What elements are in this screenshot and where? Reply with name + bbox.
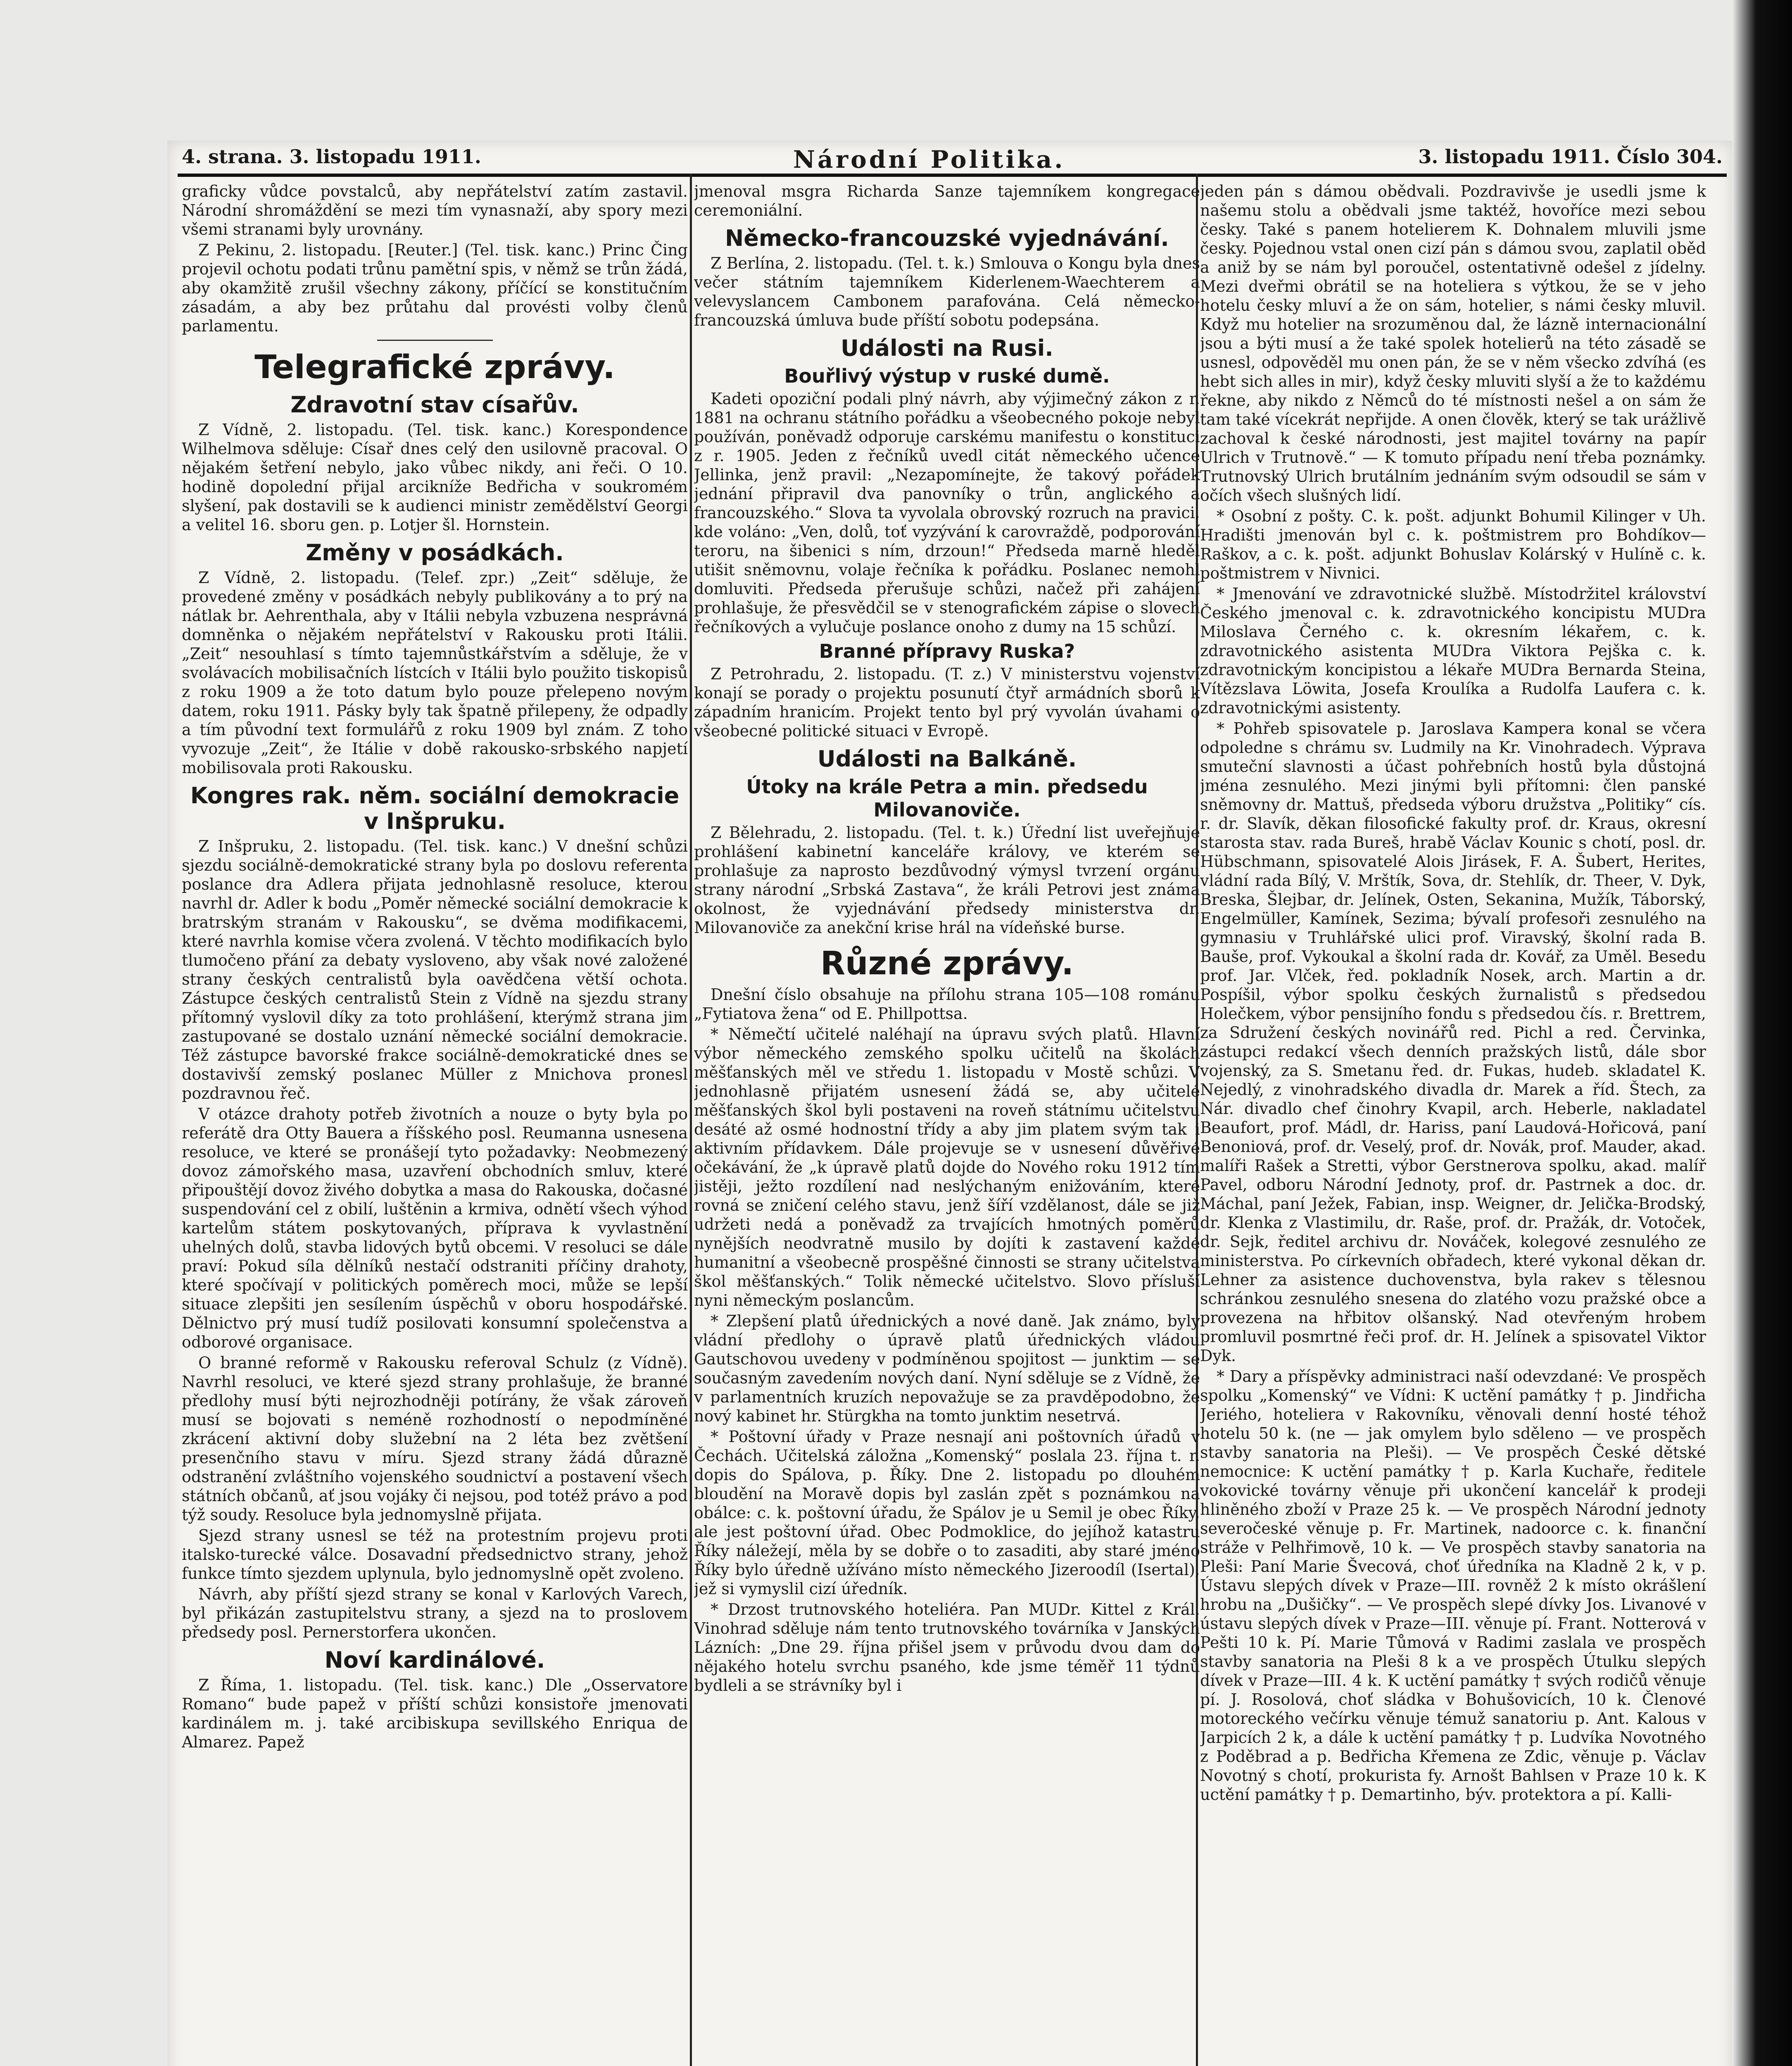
article-heading: Zdravotní stav císařův. [290, 392, 579, 418]
article-heading: Bouřlivý výstup v ruské dumě. [784, 365, 1110, 387]
article-text: * Němečtí učitelé naléhají na úpravu svých platů. Hlavní výbor německého zemského spolku učitelů na školách měšťanských měl ve středu 1. listopadu v Mostě schůzi. V jednohlasně přijatém usnesení žádá se, aby učitelé měšťanských škol byli postaveni na roveň státnímu učitelstvu desáté až osmé hodnostní třídy a aby jim platem svým tak i aktivním přídavkem. Dále projevuje se v usnesení důvěřivé očekávání, že „k úpravě platů dojde do Nového roku 1912 tím jistěji, ježto rozdílení nad neslýchaným enižováním, které rovná se zničení celého stavu, jenž šíří vzdělanost, dále se již udržeti nedá a poněvadž za trvajících hmotných poměrů nynějších neodvratně musilo by dojíti k zastavení každé humanitní a všeobecně prospěšné činnosti se strany učitelstva škol měšťanských.“ Tolik německé učitelstvo. Slovo přísluší nyni německým poslancům. [694, 1025, 1200, 1309]
article-text: Z Vídně, 2. listopadu. (Tel. tisk. kanc.) Korespondence Wilhelmova sděluje: Císař dnes celý den usilovně pracoval. O nějakém šetření nebylo, jako vůbec nikdy, ani řeči. O 10. hodině dopolední přijal arcikníže Bedřicha v soukromém slyšení, pak dostavili se k audienci ministr zemědělství Georgi a velitel 16. sboru gen. p. Lotjer šl. Hornstein. [182, 421, 688, 534]
article-text: Z Bělehradu, 2. listopadu. (Tel. t. k.) Úřední list uveřejňuje prohlášení kabinetní kanceláře královy, ve kterém se prohlašuje za naprosto bezdůvodný výmysl tvrzení orgánu strany národní „Srbská Zastava“, že králi Petrovi jest známa okolnost, že vyjednávání předsedy ministerstva dr. Milovanoviče za anekční krise hrál na vídeňské burse. [694, 824, 1200, 937]
article-text: Z Vídně, 2. listopadu. (Telef. zpr.) „Zeit“ sděluje, že provedené změny v posádkách nebyly publikovány a to prý na nátlak br. Aehrenthala, aby v Itálii nebyla vzbuzena nesprávná domněnka o nějakém nepřátelství v Rakousku proti Itálii. „Zeit“ nesouhlasí s tímto tajemnůstkářstvím a sděluje, že v svolávacích mobilisačních lístcích v Itálii bylo použito tiskopisů z roku 1909 a že toto datum bylo pouze přelepeno novým datem, roku 1911. Pásky byly tak špatně přilepeny, že odpadly a tím původní text formulářů z roku 1909 byl znám. Z toho vyvozuje „Zeit“, že Itálie v době rakousko-srbského napjetí mobilisovala proti Rakousku. [182, 569, 688, 777]
article-text: * Jmenování ve zdravotnické službě. Místodržitel království Českého jmenoval c. k. zdravotnického koncipistu MUDra Miloslava Černého c. k. okresním lékařem, c. k. zdravotnického asistenta MUDra Viktora Pejška c. k. zdravotnickým koncipistou a lékaře MUDra Bernarda Steina, Vítězslava Löwita, Josefa Kroulíka a Rudolfa Laufera c. k. zdravotnickými asistenty. [1200, 585, 1706, 717]
section-heading: Různé zprávy. [820, 945, 1074, 982]
article-text: Návrh, aby příští sjezd strany se konal v Karlových Varech, byl přikázán zastupitelstvu strany, a sjezd na to proslovem předsedy posl. Pernerstorfera ukončen. [182, 1585, 688, 1641]
newspaper-title: Národní Politika. [793, 145, 1065, 174]
article-heading: Německo-francouzské vyjednávání. [725, 225, 1169, 251]
article-text: jmenoval msgra Richarda Sanze tajemníkem kongregace ceremoniální. [694, 182, 1200, 219]
header-rule [178, 174, 1727, 177]
article-text: * Dary a příspěvky administraci naší odevzdané: Ve prospěch spolku „Komenský“ ve Vídni: K uctění památky † p. Jindřicha Jeriého, hoteliera v Rakovníku, věnovali denní hosté téhož hotelu 50 k. (ne — jak omylem bylo sděleno — ve prospěch stavby sanatoria na Pleši). — Ve prospěch České dětské nemocnice: K uctění památky † p. Karla Kuchaře, ředitele vokovické továrny věnuje při ukončení kancelář k prodeji hliněného zboží v Praze 25 k. — Ve prospěch Národní jednoty severočeské věnuje p. Fr. Martinek, nadoorce c. k. finanční stráže v Pelhřimově, 10 k. — Ve prospěch stavby sanatoria na Pleši: Paní Marie Švecová, choť úředníka na Kladně 2 k, v p. Ústavu slepých dívek v Praze—III. rovněž 2 k místo okrášlení hrobu na „Dušičky“. — Ve prospěch slepé dívky Jos. Livanové v ústavu slepých dívek v Praze—III. věnuje pí. Frant. Notterová v Pešti 10 k. Pí. Marie Tůmová v Radimi zaslala ve prospěch stavby sanatoria na Pleši 8 k a ve prospěch Útulku slepých dívek v Praze—III. 4 k. K uctění památky † svých rodičů věnuje pí. J. Rosolová, choť sládka v Bohušovicích, 10 k. Členové motoreckého večírku věnuje témuž sanatoriu p. Ant. Kalous v Jarpicích 2 k, a dále k uctění památky † p. Ludvíka Novotného z Poděbrad a p. Bedřicha Křemena ze Zdic, věnuje p. Václav Novotný s chotí, prokurista fy. Arnošt Bahlsen v Praze 10 k. K uctění památky † p. Demartinho, býv. protektora a pí. Kalli- [1200, 1367, 1706, 1804]
section-heading: Události na Rusi. [841, 335, 1053, 361]
article-text: * Pohřeb spisovatele p. Jaroslava Kampera konal se včera odpoledne s chrámu sv. Ludmily na Kr. Vinohradech. Výprava smuteční slavnosti a účast pohřebních hostů byla důstojná jména zesnulého. Mezi jinými byli přítomni: člen panské sněmovny dr. Mattuš, předseda výboru družstva „Politiky“ cís. r. dr. Slavík, děkan filosofické fakulty prof. dr. Kraus, okresní starosta stav. rada Bureš, hrabě Václav Kounic s chotí, posl. dr. Hübschmann, spisovatelé Alois Jirásek, F. A. Šubert, Herites, vládní rada Bílý, V. Mrštík, Sova, dr. Stehlík, dr. Theer, V. Dyk, Breska, Šlejbar, dr. Jelínek, Osten, Sekanina, Mužík, Táborský, Engelmüller, Kamínek, Sezima; bývalí profesoři zesnulého na gymnasiu v Truhlářské ulici prof. Viravský, školní rada B. Bauše, prof. Vykoukal a školní rada dr. Kovář, za Uměl. Besedu prof. Jar. Vlček, řed. pokladník Nosek, arch. Martin a dr. Pospíšil, výbor spolku českých žurnalistů s předsedou Holečkem, výbor pensijního fondu s předsedou čís. r. Brettrem, za Sdružení českých novinářů red. Pichl a red. Červinka, zástupci redakcí všech denních pražských listů, dále sbor vojenský, za S. Smetanu řed. dr. Fukas, hudeb. skladatel K. Nejedlý, z vinohradského divadla dr. Marek a říd. Štech, za Nár. divadlo chef činohry Kvapil, arch. Heberle, nakladatel Beaufort, prof. Mádl, dr. Hariss, paní Laudová-Hořicová, paní Benoniová, prof. dr. Veselý, prof. dr. Novák, prof. Mauder, akad. malíři Rašek a Stretti, výbor Gerstnerova spolku, akad. malíř Pavel, odboru Národní Jednoty, prof. dr. Pastrnek a doc. dr. Máchal, paní Ježek, Fabian, insp. Weigner, dr. Jelička-Brodský, dr. Klenka z Vlastimilu, dr. Raše, prof. dr. Pražák, dr. Votoček, dr. Sejk, ředitel archivu dr. Nováček, kolegové zesnulého ze ministerstva. Po církevních obřadech, které vykonal děkan dr. Lehner za asistence duchovenstva, byla rakev s tělesnou schránkou zesnulého snesena do zlatého vozu pražské obce a provezena na hřbitov olšanský. Nad otevřeným hrobem promluvil posmrtné řeči prof. dr. H. Jelínek a spisovatel Viktor Dyk. [1200, 719, 1706, 1365]
article-text: Z Říma, 1. listopadu. (Tel. tisk. kanc.) Dle „Osservatore Romano“ bude papež v příští schůzi konsistoře jmenovati kardinálem m. j. také arcibiskupa sevillského Enriqua de Almarez. Papež [182, 1676, 688, 1751]
article-text: Z Berlína, 2. listopadu. (Tel. t. k.) Smlouva o Kongu byla dnes večer státním tajemníkem Kiderlenem-Waechterem a velevyslancem Cambonem parafována. Celá německo-francouzská úmluva bude příští sobotu podepsána. [694, 254, 1200, 329]
scan-edge [1732, 0, 1792, 2066]
article-heading: Změny v posádkách. [306, 540, 564, 566]
article-text: Sjezd strany usnesl se též na protestním projevu proti italsko-turecké válce. Dosavadní předsednictvo strany, jehož funkce tímto sjezdem uplynula, bylo jednomyslně opět zvoleno. [182, 1526, 688, 1583]
article-text: Z Inšpruku, 2. listopadu. (Tel. tisk. kanc.) V dnešní schůzi sjezdu sociálně-demokratické strany byla po doslovu referenta poslance dra Adlera přijata jednohlasně resoluce, kterou navrhl dr. Adler k bodu „Poměr německé sociální demokracie k bratrským stranám v Rakousku“, se dvěma modifikacemi, které navrhla komise včera zvolená. V těchto modifikacích bylo tlumočeno přání za debaty vysloveno, aby však nové založené strany českých centralistů byla oavědčena větší ochota. Zástupce českých centralistů Stein z Vídně na sjezdu strany přítomný vyslovil díky za toto prohlášení, kterýmž strana jim zastupované se dostalo uznání německé sociální demokracie. Též zástupce bavorské frakce sociálně-demokratické dnes se dostavivší zemský poslanec Müller z Mnichova pronesl pozdravnou řeč. [182, 837, 688, 1102]
article-text: Z Petrohradu, 2. listopadu. (T. z.) V ministerstvu vojenství konají se porady o projektu posunutí čtyř armádních sborů k západním hranicím. Projekt tento byl prý vyvolán úvahami o všeobecné politické situaci v Evropě. [694, 665, 1200, 740]
article-text: * Zlepšení platů úřednických a nové daně. Jak známo, byly vládní předlohy o úpravě platů úřednických vládou Gautschovou uvedeny v podmíněnou spojitost — junktim — se současným zavedením nových daní. Nyní sděluje se z Vídně, že v parlamentních kruzích nepovažuje se za pravděpodobno, že nový kabinet hr. Stürgkha na tomto junktim nesetrvá. [694, 1312, 1200, 1425]
article-text: V otázce drahoty potřeb životních a nouze o byty byla po referátě dra Otty Bauera a říšského posl. Reumanna usnesena resoluce, ve které se pronášejí tyto požadavky: Neobmezený dovoz zámořského masa, uzavření obchodních smluv, které připouštějí dovoz živého dobytka a masa do Rakouska, dočasné suspendování cel z obilí, luštěnin a krmiva, odnětí všech výhod kartelům státem poskytovaných, příprava k vyvlastnění uhelných dolů, stavba lidových bytů obcemi. V resoluci se dále praví: Pokud síla dělníků nestačí odstraniti příčiny drahoty, které spočívají v politických poměrech moci, může se lepší situace zlepšiti jen sesílením úspěchů v oboru hospodářské. Dělnictvo prý musí tudíž posilovati konsumní společenstva a odborové organisace. [182, 1105, 688, 1351]
separator [377, 340, 493, 341]
header-right: 3. listopadu 1911. Číslo 304. [1418, 145, 1723, 168]
page-header [182, 145, 1723, 174]
article-text: graficky vůdce povstalců, aby nepřátelství zatím zastavil. Národní shromáždění se mezi tím vynasnaží, aby spory mezi všemi stranami byly urovnány. [182, 182, 688, 238]
article-text: Dnešní číslo obsahuje na přílohu strana 105—108 románu „Fytiatova žena“ od E. Phillpottsa. [694, 985, 1200, 1023]
article-heading: Noví kardinálové. [324, 1647, 545, 1673]
section-heading: Telegrafické zprávy. [254, 349, 615, 386]
article-text: O branné reformě v Rakousku referoval Schulz (z Vídně). Navrhl resoluci, ve které sjezd strany prohlašuje, že branné předlohy musí býti nejrozhodněji potírány, že však zároveň musí se bojovati s neméně rozhodností o nepodmíněné zkrácení aktivní doby služební na 2 léta bez zvětšení presenčního stavu v míru. Sjezd strany žádá důrazně odstranění zvláštního vojenského soudnictví a postavení všech státních občanů, ať jsou vojáky či nejsou, pod totéž právo a pod týž soudy. Resoluce byla jednomyslně přijata. [182, 1354, 688, 1524]
header-left: 4. strana. 3. listopadu 1911. [182, 145, 481, 168]
article-heading: Kongres rak. něm. sociální demokracie v Inšpruku. [190, 783, 680, 834]
article-text: * Drzost trutnovského hoteliéra. Pan MUDr. Kittel z Král. Vinohrad sděluje nám tento trutnovského továrníka v Janských Lázních: „Dne 29. října přišel jsem v průvodu dvou dam do nějakého hotelu svrchu psaného, kde jsme téměř 11 týdnů bydleli a se strávníky byl i [694, 1600, 1200, 1695]
article-text: Kadeti opoziční podali plný návrh, aby výjimečný zákon z r. 1881 na ochranu státního pořádku a všeobecného pokoje nebyl používán, poněvadž odporuje carskému manifestu o konstituci z r. 1905. Jeden z řečníků uvedl citát německého učence Jellinka, jenž pravil: „Nezapomínejte, že takový pořádek jednání připravil dva panovníky o trůn, anglického a francouzského.“ Slova ta vyvolala obrovský rozruch na pravici, kde voláno: „Ven, dolů, toť vyzývání k carovraždě, podporování teroru, na šibenici s ním, drzoun!“ Předseda marně hleděl utišit sněmovnu, volaje řečníka k pořádku. Poslanec nemohl domluviti. Předseda přerušuje schůzi, načež při zahájení prohlašuje, že přesvědčil se v stenografickém zápise o slovech řečníkových a vylučuje poslance onoho z dumy na 15 schůzí. [694, 390, 1200, 636]
article-heading: Útoky na krále Petra a min. předsedu Milovanoviče. [746, 776, 1148, 821]
article-text: * Poštovní úřady v Praze nesnají ani poštovních úřadů v Čechách. Učitelská záložna „Komenský“ poslala 23. října t. r. dopis do Spálova, p. Říky. Dne 2. listopadu po dlouhém bloudění na Moravě dopis byl zaslán zpět s poznámkou na obálce: c. k. poštovní úřadu, že Spálov je u Semil je obec Říky, ale jest poštovní úřad. Obec Podmoklice, do jejíhož katastru Říky náležejí, měla by se dobře o to zasaditi, aby staré jméno Říky bylo úředně užíváno místo německého Jizeroodíl (Isertal), jež si vymyslil cizí úředník. [694, 1428, 1200, 1598]
article-text: * Osobní z pošty. C. k. pošt. adjunkt Bohumil Kilinger v Uh. Hradišti jmenován byl c. k. poštmistrem pro Bohdíkov—Raškov, a c. k. pošt. adjunkt Bohuslav Kolárský v Hulíně c. k. poštmistrem v Nivnici. [1200, 507, 1706, 582]
section-heading: Události na Balkáně. [817, 746, 1077, 772]
article-text: jeden pán s dámou obědvali. Pozdravivše je usedli jsme k našemu stolu a obědvali jsme taktéž, hovoříce mezi sebou česky. Také s panem hotelierem K. Dohnalem mluvili jsme česky. Pojednou vstal onen cizí pán s dámou svou, zaplatil oběd a aniž by se nám byl poroučel, ostentativně odešel z jídelny. Mezi dveřmi obrátil se na hoteliera s výtkou, že se v jeho hotelu česky mluví a že on sám, hotelier, s námi česky mluvil. Když mu hotelier na srozuměnou dal, že lázně internacionální jsou a býti musí a že také spolek hotelierů na této zásadě se usnesl, odpověděl mu onen pán, že se v něm všecko zdvíhá (es hebt sich alles in mir), když česky mluviti slyší a že to každému řekne, aby nikdo z Němců do té místnosti nešel a on sám že tam také vícekrát nepřijde. A onen člověk, který se tak urážlivě zachoval k české národnosti, jest majitel továrny na papír Ulrich v Trutnově.“ — K tomuto případu není třeba poznámky. Trutnovský Ulrich brutálním jednáním svým odsoudil se sám v očích všech slušných lidí. [1200, 182, 1706, 505]
column-2 [694, 182, 1200, 2066]
article-text: Z Pekinu, 2. listopadu. [Reuter.] (Tel. tisk. kanc.) Princ Čing projevil ochotu podati trůnu pamětní spis, v němž se trůn žádá, aby okamžitě zrušil všechny zákony, příčící se konstitučním zásadám, a aby bez průtahu dal provésti volby členů parlamentu. [182, 241, 688, 335]
column-1 [182, 182, 688, 2066]
article-heading: Branné přípravy Ruska? [819, 640, 1075, 662]
column-3 [1200, 182, 1706, 2066]
column-rule [690, 174, 692, 2066]
